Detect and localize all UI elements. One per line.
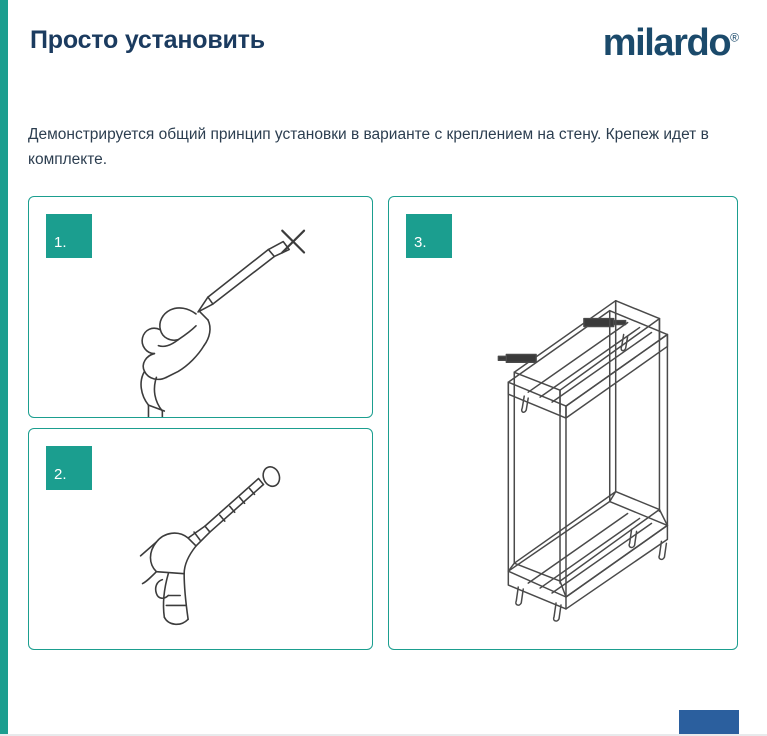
brand-logo xyxy=(603,22,739,65)
step-1-panel xyxy=(28,196,373,418)
intro-paragraph: Демонстрируется общий принцип установки в варианте с креплением на стену. Крепеж идет в комплекте. xyxy=(28,126,709,168)
step-2-panel xyxy=(28,428,373,650)
page-title: Просто установить xyxy=(30,26,265,54)
step-2-badge: 2. xyxy=(46,446,92,490)
two-tier-wire-shelf-with-screws-icon xyxy=(389,197,737,649)
step-3-panel xyxy=(388,196,738,650)
brand-logo-text: milardo xyxy=(602,22,731,64)
bottom-color-mark xyxy=(679,710,739,736)
registered-trademark-icon: ® xyxy=(730,30,739,45)
left-accent-bar xyxy=(0,0,8,736)
step-1-badge: 1. xyxy=(46,214,92,258)
step-3-badge: 3. xyxy=(406,214,452,258)
